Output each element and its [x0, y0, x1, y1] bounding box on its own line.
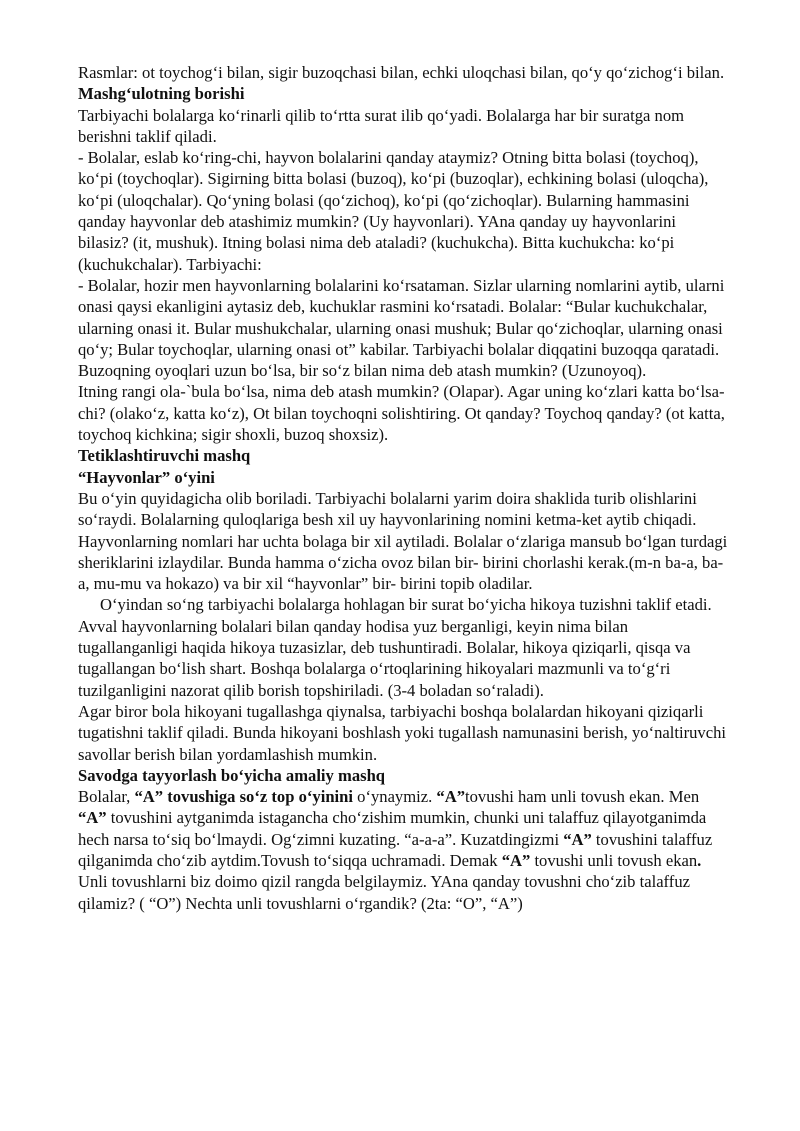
text-run: o‘ynaymiz. [353, 787, 437, 807]
bold-run: “A” tovushiga so‘z top o‘yinini [134, 787, 353, 807]
bold-run: “A” [563, 829, 592, 849]
text-run: tovushini aytganimda istagancha cho‘zishim mumkin, chunki uni talaffuz qilayotganimda hech narsa to‘siq bo‘lmaydi. Og‘zimni kuzating. “a-a-a”. Kuzatdingizmi [78, 808, 707, 849]
text-run: tovushi unli tovush ekan [530, 850, 698, 870]
paragraph-game-rules: Bu o‘yin quyidagicha olib boriladi. Tarbiyachi bolalarni yarim doira shaklida turib olishlarini so‘raydi. Bolalarning quloqlariga besh xil uy hayvonlarining nomini ketma-ket aytib chiqadi. Hayvonlarning nomlari har uchta bolaga bir xil aytiladi. Bolalar o‘zlariga mansub bo‘lgan turdagi sheriklarini izlaydilar. Bunda hamma o‘zicha ovoz bilan bir- birini chorlashi kerak.(m-n ba-a, ba-a, mu-mu va hokazo) va bir xil “hayvonlar” bir- birini topib oladilar. [78, 488, 728, 594]
paragraph-after-game: O‘yindan so‘ng tarbiyachi bolalarga hohlagan bir surat bo‘yicha hikoya tuzishni taklif etadi. [100, 595, 712, 615]
text-run: Unli tovushlarni biz doimo qizil rangda belgilaymiz. YAna qanday tovushni cho‘zib talaffuz qilamiz? ( “O”) Nechta unli tovushlarni o‘rgandik? (2ta: “O”, “A”) [78, 872, 690, 913]
paragraph-show-pictures: - Bolalar, hozir men hayvonlarning bolalarini ko‘rsataman. Sizlar ularning nomlarini aytib, ularni onasi qaysi ekanligini aytasiz deb, kuchuklar rasmini ko‘rsatadi. Bolalar: “Bular kuchukchalar, ularning onasi it. Bular mushukchalar, ularning onasi mushuk; Bular qo‘zichoqlar, ularning onasi qo‘y; Bular toychoqlar, ularning onasi ot” kabilar. Tarbiyachi bolalar diqqatini buzoqqa qaratadi. Buzoqning oyoqlari uzun bo‘lsa, bir so‘z bilan nima deb atash mumkin? (Uzunoyoq). [78, 275, 725, 381]
paragraph-vowel-a [78, 786, 730, 914]
paragraph-intro: Tarbiyachi bolalarga ko‘rinarli qilib to‘rtta surat ilib qo‘yadi. Bolalarga har bir suratga nom berishni taklif qiladi. [78, 105, 685, 146]
paragraph-help-child: Agar biror bola hikoyani tugallashga qiynalsa, tarbiyachi boshqa bolalardan hikoyani qiziqarli tugatishni taklif qiladi. Bunda hikoyani boshlash yoki tugallash namunasini berish, yo‘naltiruvchi savollar berish bilan yordamlashish mumkin. [78, 701, 726, 764]
heading-energizing-exercise: Tetiklashtiruvchi mashq [78, 446, 251, 466]
paragraph-materials: Rasmlar: ot toychog‘i bilan, sigir buzoqchasi bilan, echki uloqchasi bilan, qo‘y qo‘zichog‘i bilan. [78, 63, 725, 82]
bold-run: “A” [78, 808, 107, 828]
paragraph-story-telling: Avval hayvonlarning bolalari bilan qanday hodisa yuz berganligi, keyin nima bilan tugallanganligi haqida hikoya tuzasizlar, deb tushuntiradi. Bolalar, hikoya qiziqarli, qisqa va tugallangan bo‘lish shart. Boshqa bolalarga o‘rtoqlarining hikoyalari mazmunli va to‘g‘ri tuzilganligini nazorat qilib borish topshiriladi. (3-4 boladan so‘raladi). [78, 616, 691, 700]
paragraph-animal-young-names: - Bolalar, eslab ko‘ring-chi, hayvon bolalarini qanday ataymiz? Otning bitta bolasi (toychoq), ko‘pi (toychoqlar). Sigirning bitta bolasi (buzoq), ko‘pi (buzoqlar), echkining bolasi (uloqcha), ko‘pi (uloqchalar). Qo‘yning bolasi (qo‘zichoq), ko‘pi (qo‘zichoqlar). Bularning hammasini qanday hayvonlar deb atashimiz mumkin? (Uy hayvonlari). YAna qanday uy hayvonlarini bilasiz? (it, mushuk). Itning bolasi nima deb ataladi? (kuchukcha). Bitta kuchukcha: ko‘pi (kuchukchalar). Tarbiyachi: [78, 148, 709, 274]
heading-lesson-progress: Mashg‘ulotning borishi [78, 84, 245, 104]
heading-animals-game: “Hayvonlar” o‘yini [78, 467, 215, 487]
text-run: tovushi ham unli tovush ekan. Men [465, 787, 700, 807]
bold-run: “A” [436, 787, 465, 807]
text-run: tovushini talaffuz qilganimda cho‘zib aytdim.Tovush to‘siqqa uchramadi. Demak [78, 829, 713, 870]
heading-literacy-exercise: Savodga tayyorlash bo‘yicha amaliy mashq [78, 765, 386, 785]
bold-run: “A” [501, 850, 531, 870]
paragraph-compare-animals: Itning rangi ola-`bula bo‘lsa, nima deb atash mumkin? (Olapar). Agar uning ko‘zlari katta bo‘lsa-chi? (olako‘z, katta ko‘z), Ot bilan toychoqni solishtiring. Ot qanday? Toychoq qanday? (ot katta, toychoq kichkina; sigir shoxli, buzoq shoxsiz). [78, 382, 725, 445]
bold-run: . [697, 850, 702, 870]
text-run: Bolalar, [78, 787, 135, 807]
